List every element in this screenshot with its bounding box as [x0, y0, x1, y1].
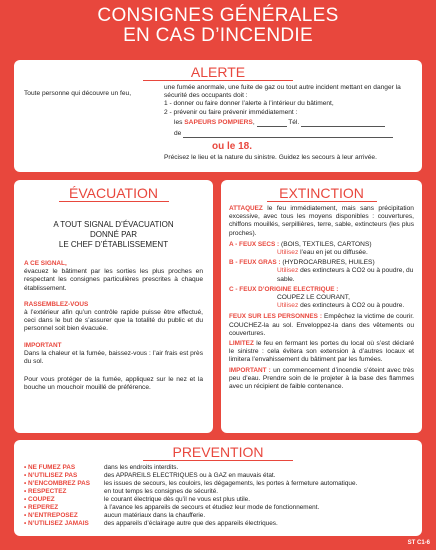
- evacuation-imp-para: [24, 342, 203, 367]
- title-line-1: CONSIGNES GÉNÉRALES: [97, 5, 339, 26]
- alerte-step-2: 2 - prévenir ou faire prévenir immédiatement :: [164, 108, 298, 116]
- extinction-b: [229, 259, 414, 284]
- prevention-key: • N’ENCOMBREZ PAS: [24, 480, 91, 487]
- alerte-de-line: [164, 130, 412, 138]
- prevention-value: le courant électrique dès qu’il ne vous est plus utile.: [104, 496, 251, 503]
- prevention-list: [24, 464, 412, 528]
- extinction-b-use-text: des extincteurs à CO2 ou à poudre, du sable.: [277, 267, 414, 283]
- prevention-key: • REPEREZ: [24, 504, 59, 511]
- evacuation-signal-1: A TOUT SIGNAL D’ÉVACUATION: [53, 220, 174, 229]
- evacuation-heading: ÉVACUATION: [69, 185, 158, 201]
- prevention-value: des APPAREILS ELECTRIQUES ou à GAZ en mauvais état.: [104, 472, 276, 479]
- prevention-heading: PREVENTION: [172, 444, 264, 460]
- alerte-comma: ,: [252, 118, 255, 126]
- extinction-a-use-text: l’eau en jet ou diffusée.: [300, 249, 368, 257]
- prevention-key: • NE FUMEZ PAS: [24, 464, 76, 471]
- prevention-rule: [143, 460, 293, 461]
- extinction-c-text: COUPEZ LE COURANT,: [277, 294, 350, 302]
- extinction-a-tag: A - FEUX SECS :: [229, 240, 280, 248]
- extinction-b-tag: B - FEUX GRAS :: [229, 259, 281, 267]
- extinction-attaquez-text: le feu immédiatement, mais sans précipitation excessive, avec tous les moyens disponibles : couvertures, chiffons mouillés, serpillières, terre, sable, extincteurs (les plus proches).: [229, 205, 414, 237]
- evacuation-imp-text: Dans la chaleur et la fumée, baissez-vous : l’air frais est près du sol.: [24, 349, 203, 366]
- evacuation-rass-tag: RASSEMBLEZ-VOUS: [24, 300, 89, 308]
- prevention-value: à l’avance les appareils de secours et étudiez leur mode de fonctionnement.: [104, 504, 320, 511]
- extinction-attaquez-tag: ATTAQUEZ: [229, 205, 263, 212]
- extinction-a: [229, 241, 414, 257]
- extinction-imp-text: un commencement d’incendie s’éteint avec très peu d’eau. Prendre soin de le projeter à la base des flammes avec un récipient de faible contenance.: [229, 366, 414, 391]
- alerte-box: [14, 60, 422, 172]
- extinction-b-text: (HYDROCARBURES, HUILES): [282, 259, 375, 267]
- extinction-lim-tag: LIMITEZ: [229, 340, 254, 348]
- alerte-ou18: ou le 18.: [212, 141, 253, 153]
- extinction-rule: [267, 201, 377, 202]
- prevention-key: • N’ENTREPOSEZ: [24, 512, 78, 519]
- evacuation-rass-text: à l’extérieur afin qu’un contrôle rapide puisse être effectué, ceci dans le but de s’assurer que la totalité du public et du personnel soit bien évacuée.: [24, 309, 203, 333]
- prevention-value: des appareils d’éclairage autre que des appareils électriques.: [104, 520, 278, 527]
- prevention-key: • N’UTILISEZ JAMAIS: [24, 520, 89, 527]
- prevention-row: [24, 520, 412, 528]
- evacuation-signal-2: DONNÉ PAR: [90, 230, 137, 239]
- prevention-row: [24, 488, 412, 496]
- prevention-row: [24, 472, 412, 480]
- extinction-limitez: [229, 340, 414, 365]
- extinction-lim-text: le feu en fermant les portes du local où s’est déclaré le sinistre : cela évitera son extension à d’autres locaux et limitera l’envahissement du bâtiment par les fumées.: [229, 340, 414, 364]
- title-line-2: EN CAS D’INCENDIE: [123, 25, 313, 46]
- extinction-imp-tag: IMPORTANT :: [229, 366, 271, 374]
- alerte-les: les: [174, 118, 183, 126]
- prevention-row: [24, 512, 412, 520]
- extinction-b-use: Utilisez: [277, 267, 299, 275]
- extinction-attaquez: [229, 205, 414, 238]
- evacuation-imp-tag: IMPORTANT: [24, 341, 62, 349]
- prevention-row: [24, 504, 412, 512]
- alerte-heading: ALERTE: [190, 64, 246, 80]
- extinction-important: [229, 367, 414, 392]
- extinction-pers-text: Empêchez la victime de courir. COUCHEZ-la au sol. Enveloppez-la dans des vêtements ou couvertures.: [229, 313, 414, 337]
- alerte-precise: Précisez le lieu et la nature du sinistre. Guidez les secours à leur arrivée.: [164, 154, 377, 162]
- alerte-pompiers-line: [164, 119, 412, 127]
- prevention-row: [24, 464, 412, 472]
- alerte-step-1: 1 - donner ou faire donner l’alerte à l’intérieur du bâtiment,: [164, 100, 334, 108]
- prevention-box: [14, 440, 422, 536]
- evacuation-signal-para: [24, 260, 203, 293]
- prevention-key: • N’UTILISEZ PAS: [24, 472, 78, 479]
- extinction-heading: EXTINCTION: [279, 185, 364, 201]
- extinction-a-use: Utilisez: [277, 249, 299, 257]
- evacuation-signal-3: LE CHEF D’ÉTABLISSEMENT: [58, 240, 169, 249]
- extinction-a-text: (BOIS, TEXTILES, CARTONS): [281, 240, 372, 248]
- prevention-row: [24, 496, 412, 504]
- prevention-value: les issues de secours, les couloirs, les dégagements, les portes à fermeture automatique.: [104, 480, 358, 487]
- prevention-value: dans les endroits interdits.: [104, 464, 179, 471]
- prevention-key: • RESPECTEZ: [24, 488, 67, 495]
- extinction-c-use-text: des extincteurs à CO2 ou à poudre.: [300, 302, 405, 310]
- prevention-key: • COUPEZ: [24, 496, 55, 503]
- footer-code: ST C1-6: [407, 540, 430, 546]
- alerte-tel: Tél.: [288, 118, 300, 126]
- extinction-c-use: Utilisez: [277, 302, 299, 310]
- alerte-right: [164, 84, 412, 162]
- alerte-intro: une fumée anormale, une fuite de gaz ou tout autre incident mettant en danger la sécurité des occupants doit :: [164, 84, 401, 100]
- evacuation-rule: [59, 201, 169, 202]
- evacuation-signal-text: évacuez le bâtiment par les sorties les plus proches en respectant les consignes particulières prescrites à chaque établissement.: [24, 268, 203, 292]
- alerte-de: de: [174, 130, 182, 138]
- prevention-value: aucun matériaux dans la chaufferie.: [104, 512, 206, 519]
- poster-title: [0, 6, 436, 46]
- alerte-tel-blank: [301, 126, 385, 127]
- prevention-row: [24, 480, 412, 488]
- prevention-value: en tout temps les consignes de sécurité.: [104, 488, 219, 495]
- alerte-pompiers: SAPEURS POMPIERS: [184, 118, 253, 126]
- evacuation-rass-para: [24, 301, 203, 334]
- alerte-blank-1: [257, 126, 287, 127]
- extinction-box: [221, 180, 422, 433]
- evacuation-box: [14, 180, 213, 433]
- extinction-c-tag: C - FEUX D’ORIGINE ELECTRIQUE :: [229, 285, 339, 293]
- alerte-rule: [143, 80, 293, 81]
- evacuation-signal: [24, 220, 203, 250]
- extinction-personnes: [229, 313, 414, 338]
- evacuation-signal-tag: A CE SIGNAL,: [24, 260, 67, 267]
- alerte-left-text: Toute personne qui découvre un feu,: [24, 90, 132, 97]
- evacuation-protect: Pour vous protéger de la fumée, appliquez sur le nez et la bouche un mouchoir mouillé de préférence.: [24, 376, 203, 392]
- extinction-pers-tag: FEUX SUR LES PERSONNES :: [229, 313, 322, 321]
- extinction-c: [229, 286, 414, 311]
- alerte-de-blank: [183, 137, 393, 138]
